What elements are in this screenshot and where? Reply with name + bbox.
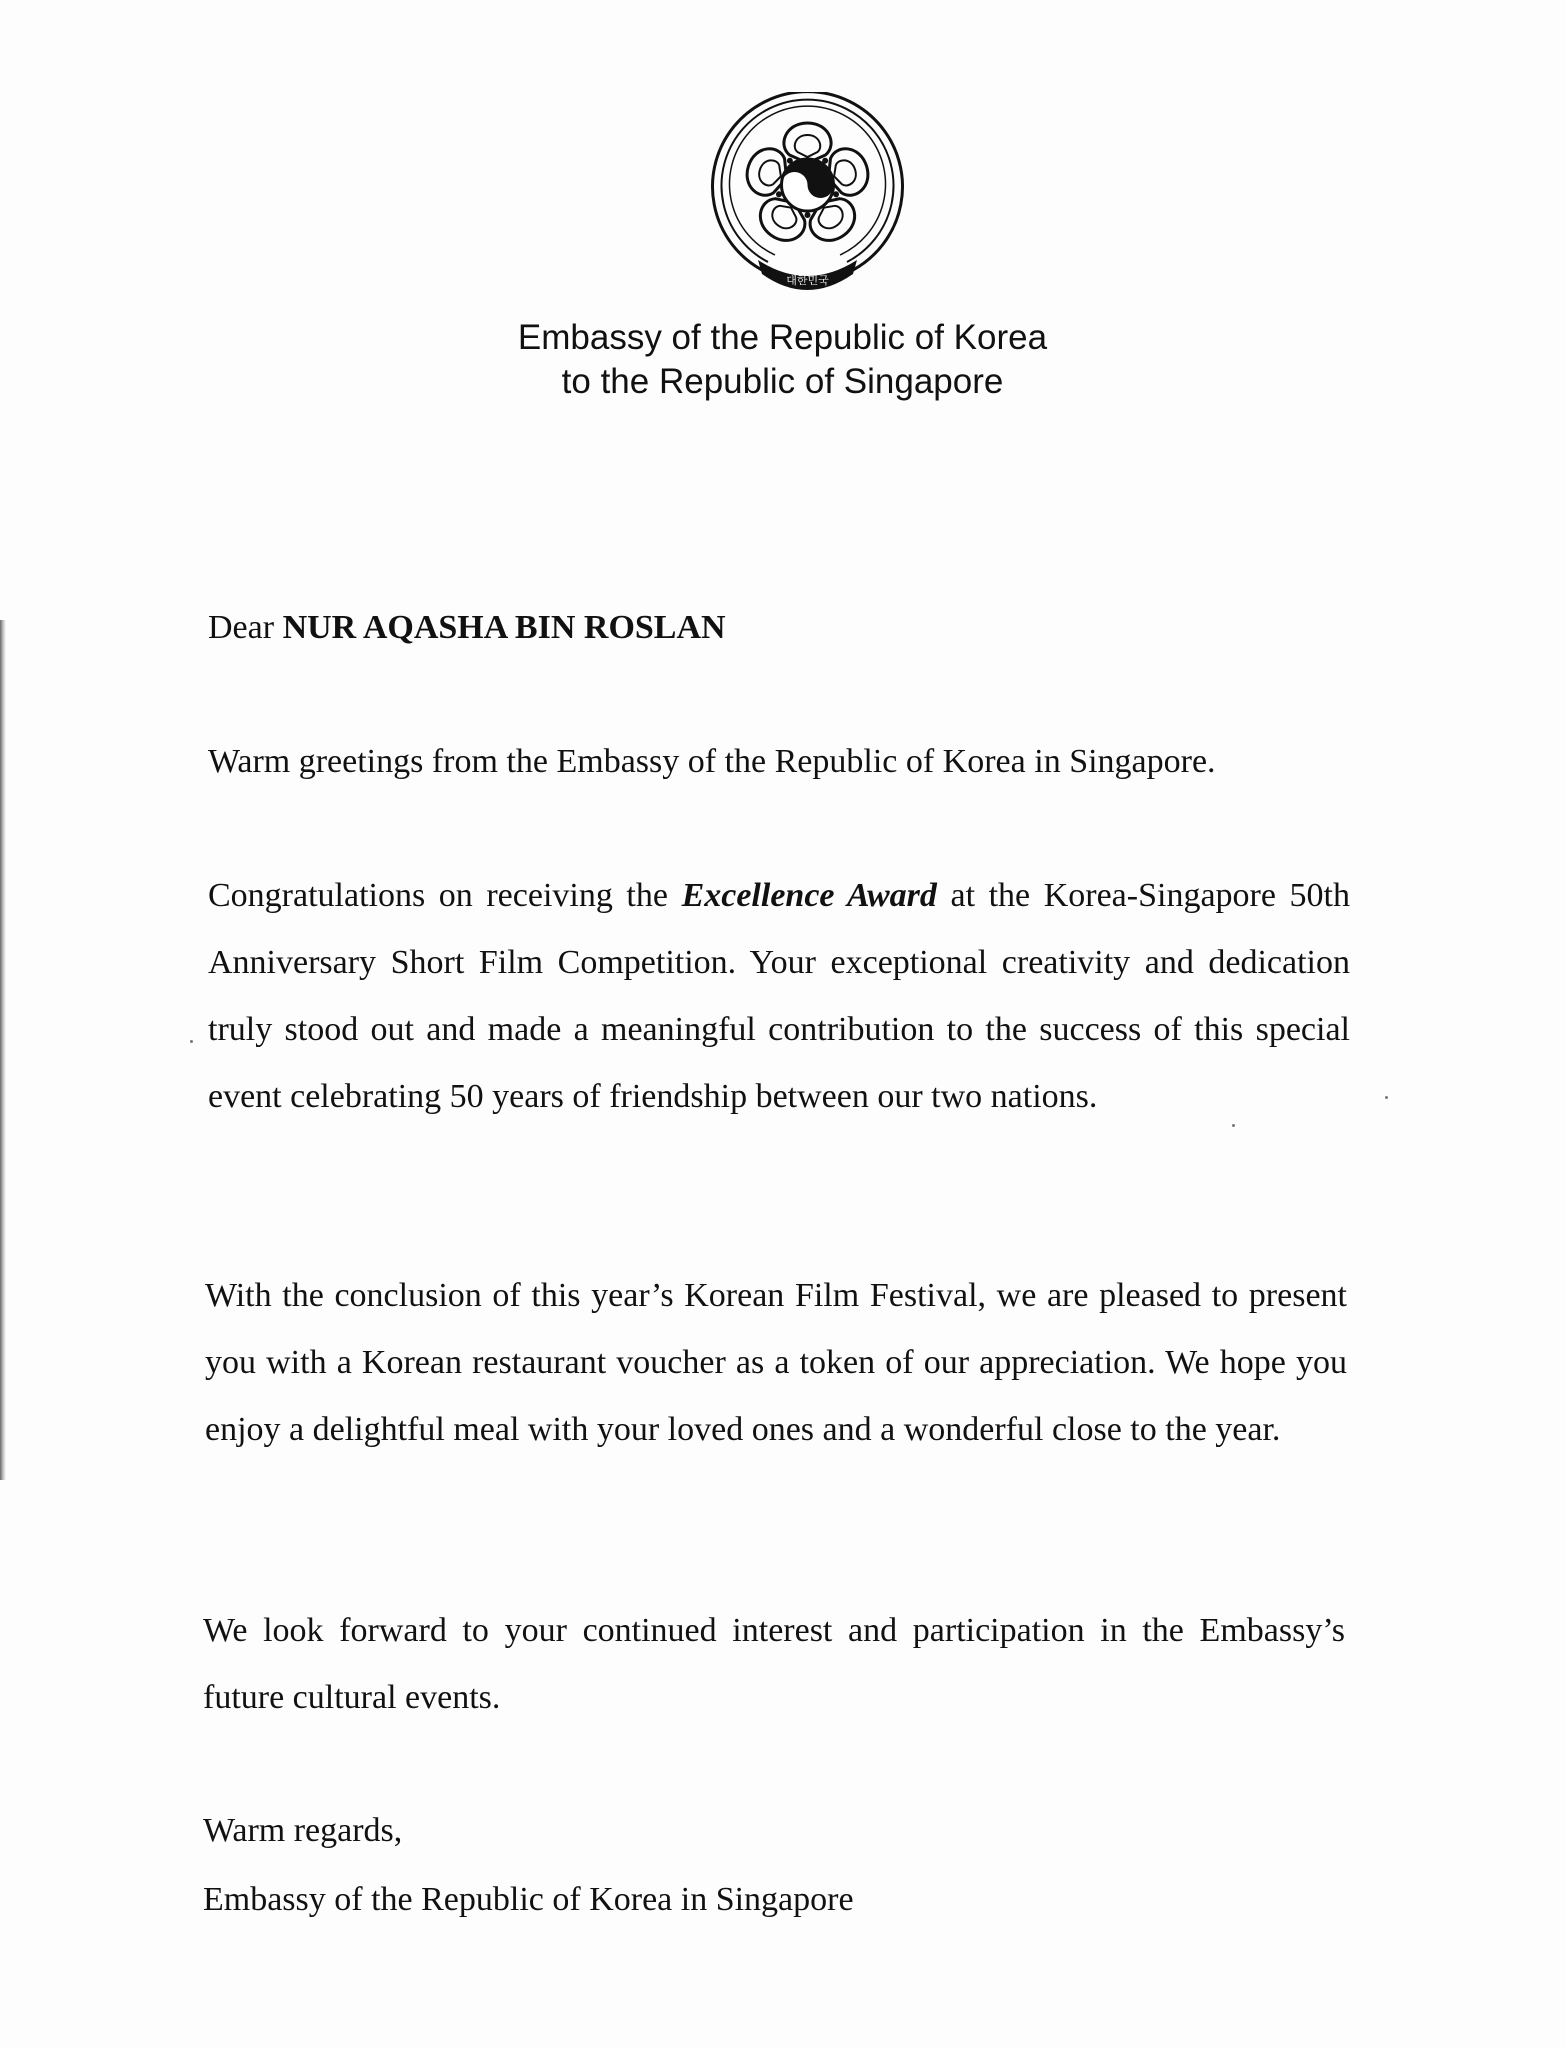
salutation — [208, 594, 1350, 661]
conclusion-paragraph: With the conclusion of this year’s Korean Film Festival, we are pleased to present you with a Korean restaurant voucher as a token of our appreciation. We hope you enjoy a delightful meal with your loved ones and a wonderful close to the year. — [205, 1277, 1347, 1448]
congrats-text-after: at the Korea-Singapore 50th Anniversary Short Film Competition. Your exceptional creativity and dedication truly stood out and made a meaningful contribution to the success of this special event celebrating 50 years of friendship between our two nations. — [208, 877, 1350, 1115]
award-name: Excellence Award — [681, 877, 937, 914]
congratulations-paragraph — [208, 862, 1350, 1130]
seal-hangul-text: 대한민국 — [786, 274, 829, 287]
signoff: Warm regards, — [203, 1812, 403, 1849]
closing-block — [203, 1796, 1345, 1934]
recipient-name: NUR AQASHA BIN ROSLAN — [282, 609, 726, 646]
scan-speck — [1385, 1096, 1388, 1099]
scan-speck — [190, 1040, 193, 1043]
korean-government-seal-icon — [700, 92, 915, 297]
scan-speck — [1232, 1124, 1235, 1127]
greeting-paragraph: Warm greetings from the Embassy of the Republic of Korea in Singapore. — [208, 743, 1216, 780]
scan-edge-shadow — [0, 620, 6, 1480]
congrats-text-before: Congratulations on receiving the — [208, 877, 682, 914]
salutation-prefix: Dear — [208, 609, 283, 646]
embassy-name-line1: Embassy of the Republic of Korea — [517, 318, 1048, 357]
look-forward-paragraph: We look forward to your continued interest and participation in the Embassy’s future cultural events. — [203, 1612, 1345, 1716]
embassy-name-line2: to the Republic of Singapore — [561, 362, 1004, 401]
signature: Embassy of the Republic of Korea in Singapore — [203, 1881, 854, 1918]
